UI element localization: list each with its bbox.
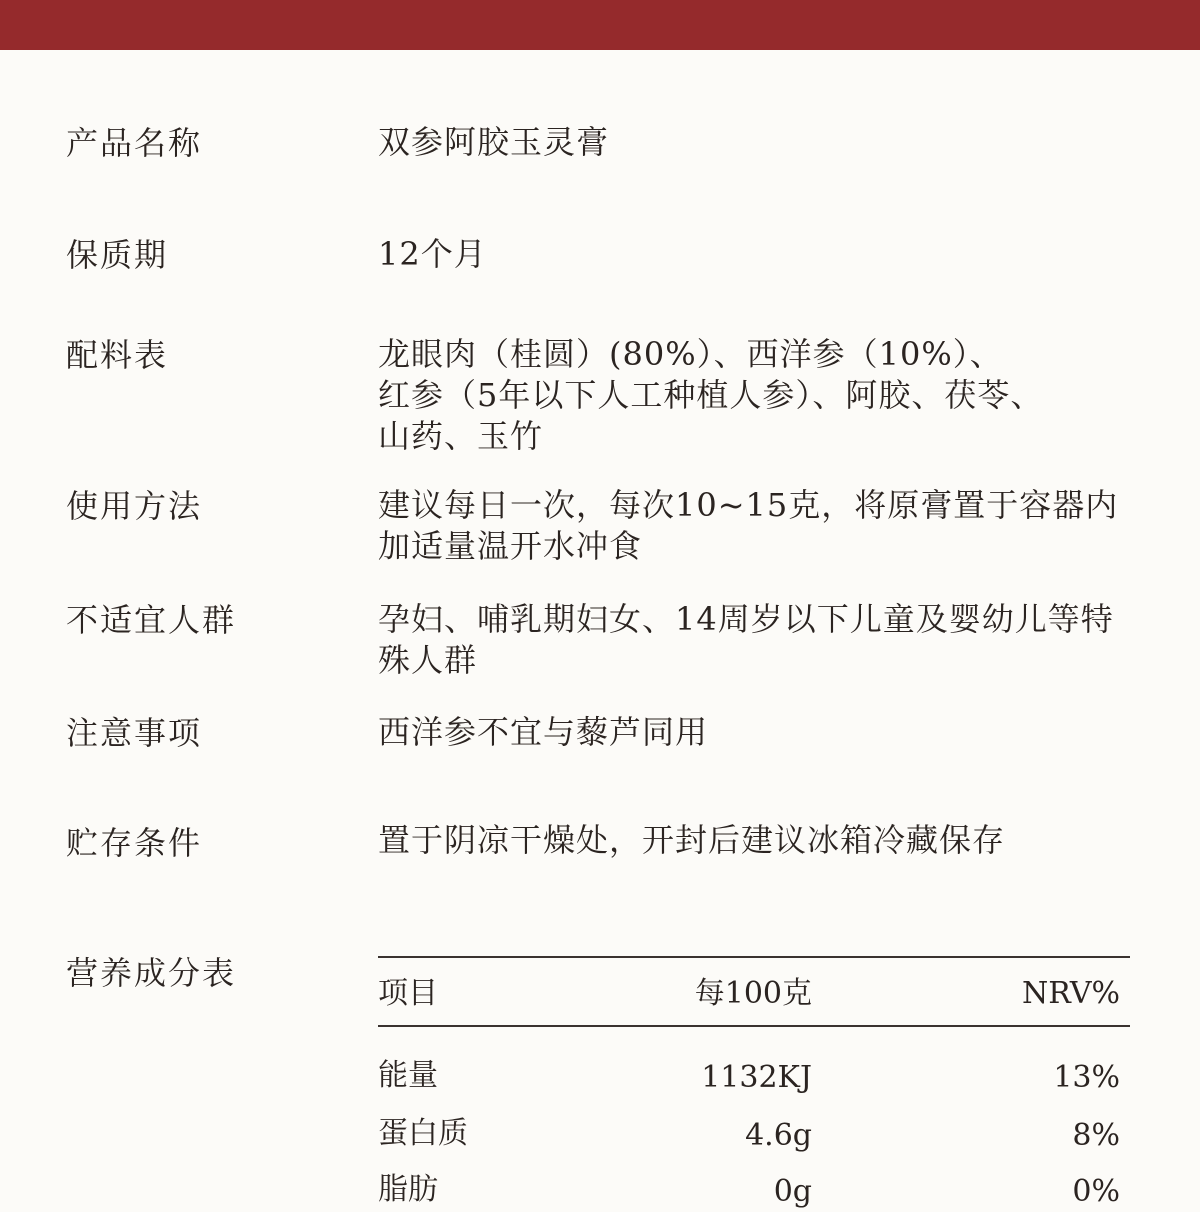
ingredients-label: 配料表 xyxy=(66,336,169,374)
storage-value: 置于阴凉干燥处，开封后建议冰箱冷藏保存 xyxy=(378,821,1006,859)
product-name-value: 双参阿胶玉灵膏 xyxy=(378,123,610,161)
row-energy-amount: 1132KJ xyxy=(701,1060,812,1095)
header-per-100g: 每100克 xyxy=(694,976,812,1011)
ingredients-value xyxy=(378,334,1148,457)
product-name-label: 产品名称 xyxy=(66,124,203,162)
usage-line: 加适量温开水冲食 xyxy=(378,527,643,565)
nutrition-label: 营养成分表 xyxy=(66,954,237,992)
usage-line: 建议每日一次，每次10~15克，将原膏置于容器内 xyxy=(378,486,1119,524)
cautions-label: 注意事项 xyxy=(66,714,203,752)
row-protein-name: 蛋白质 xyxy=(378,1116,468,1151)
unsuitable-value xyxy=(378,599,1148,681)
row-fat-nrv: 0% xyxy=(1072,1174,1120,1209)
row-fat-amount: 0g xyxy=(773,1174,812,1209)
header-item: 项目 xyxy=(378,976,438,1011)
row-protein-amount: 4.6g xyxy=(745,1118,812,1153)
ingredients-line: 山药、玉竹 xyxy=(378,417,544,455)
row-energy-name: 能量 xyxy=(378,1058,438,1093)
cautions-value: 西洋参不宜与藜芦同用 xyxy=(378,713,709,751)
row-fat-name: 脂肪 xyxy=(378,1172,438,1207)
unsuitable-line: 殊人群 xyxy=(378,641,478,679)
unsuitable-label: 不适宜人群 xyxy=(66,601,237,639)
table-rule-top xyxy=(378,956,1130,958)
ingredients-line: 红参（5年以下人工种植人参）、阿胶、茯苓、 xyxy=(378,376,1044,414)
row-protein-nrv: 8% xyxy=(1072,1118,1120,1153)
unsuitable-line: 孕妇、哺乳期妇女、14周岁以下儿童及婴幼儿等特 xyxy=(378,600,1114,638)
header-nrv: NRV% xyxy=(1022,976,1120,1011)
ingredients-line: 龙眼肉（桂圆）(80%）、西洋参（10%）、 xyxy=(378,335,1003,373)
usage-value xyxy=(378,485,1148,567)
shelf-life-value: 12个月 xyxy=(378,235,487,273)
table-rule-header xyxy=(378,1025,1130,1027)
top-banner xyxy=(0,0,1200,50)
shelf-life-label: 保质期 xyxy=(66,236,169,274)
row-energy-nrv: 13% xyxy=(1053,1060,1120,1095)
usage-label: 使用方法 xyxy=(66,487,203,525)
storage-label: 贮存条件 xyxy=(66,824,203,862)
